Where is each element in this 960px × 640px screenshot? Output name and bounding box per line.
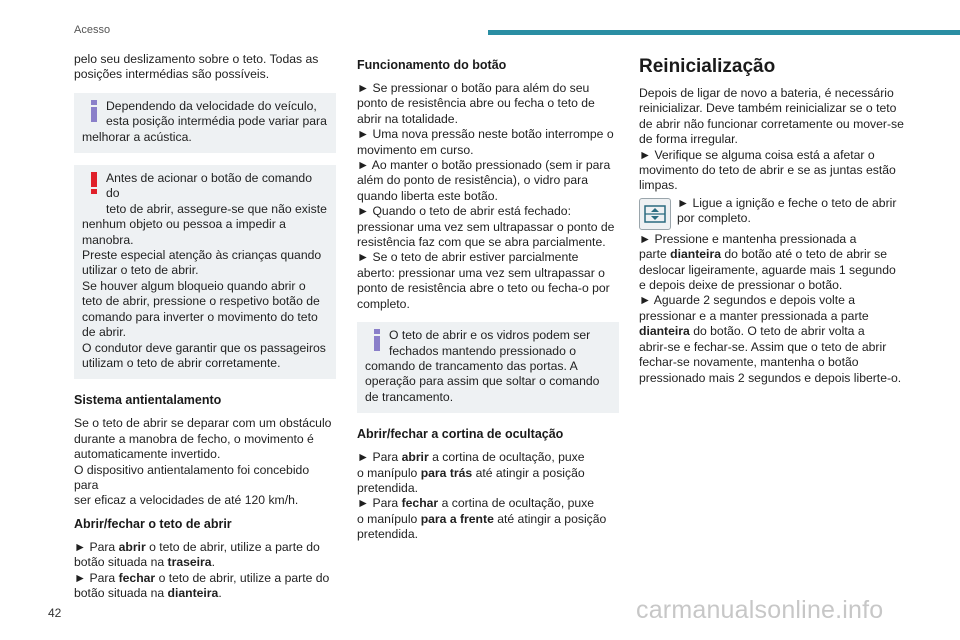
reset-heading: Reinicialização	[639, 56, 776, 77]
button-operation-heading: Funcionamento do botão	[357, 58, 507, 72]
info-icon	[372, 329, 382, 351]
watermark: carmanualsonline.info	[636, 596, 884, 624]
warning-icon	[89, 172, 99, 194]
reset-step-2: ► Pressione e mantenha pressionada a parte dianteira do botão até o teto de abrir se deslocar ligeiramente, aguarde mais 1 segundo e depois deixe de pressionar o botão.	[639, 231, 896, 293]
column-1	[74, 52, 336, 607]
warning-note: Antes de acionar o botão de comando do teto de abrir, assegure-se que não existe nenhum objeto ou pessoa a impedir a manobra. Preste especial atenção às crianças quando utilizar o teto de abrir. Se houver algum bloqueio quando abrir o teto de abrir, pressione o respetivo botão de comando para inverter o movimento do teto de abrir. O condutor deve garantir que os passageiros utilizam o teto de abrir corretamente.	[74, 165, 336, 379]
sunroof-button-icon	[639, 198, 671, 230]
info-note: O teto de abrir e os vidros podem ser fechados mantendo pressionado o comando de trancamento das portas. A operação para assim que soltar o comando de trancamento.	[357, 322, 619, 413]
anti-pinch-heading: Sistema antientalamento	[74, 393, 222, 408]
open-close-paragraph: ► Para abrir o teto de abrir, utilize a parte do botão situada na traseira. ► Para fechar o teto de abrir, utilize a parte do botão situada na dianteira.	[74, 539, 330, 600]
column-2	[357, 52, 619, 549]
column-3	[639, 52, 907, 392]
anti-pinch-paragraph: Se o teto de abrir se deparar com um obstáculo durante a manobra de fecho, o movimento é automaticamente invertido. O dispositivo antientalamento foi concebido para ser eficaz a velocidades de até 120 km/h.	[74, 416, 332, 508]
intro-paragraph: pelo seu deslizamento sobre o teto. Todas as posições intermédias são possíveis.	[74, 52, 319, 82]
page-number: 42	[48, 606, 62, 620]
open-close-heading: Abrir/fechar o teto de abrir	[74, 516, 232, 531]
header-accent-bar	[488, 30, 960, 35]
reset-step-3: ► Aguarde 2 segundos e depois volte a pressionar e a manter pressionada a parte dianteira do botão. O teto de abrir volta a abrir-se e fechar-se. Assim que o teto de abrir fechar-se novamente, mantenha o botão pressionado mais 2 segundos e depois liberte-o.	[639, 293, 902, 385]
blind-paragraph: ► Para abrir a cortina de ocultação, puxe o manípulo para trás até atingir a posição pretendida. ► Para fechar a cortina de ocultação, puxe o manípulo para a frente até atingir a posição pretendida.	[357, 450, 607, 542]
info-icon	[89, 100, 99, 122]
info-note: Dependendo da velocidade do veículo, esta posição intermédia pode variar para melhorar a acústica.	[74, 93, 336, 153]
button-operation-paragraph: ► Se pressionar o botão para além do seu ponto de resistência abre ou fecha o teto de abrir na totalidade. ► Uma nova pressão neste botão interrompe o movimento em curso. ► Ao manter o botão pressionado (sem ir para além do ponto de resistência), o vidro para quando liberta este botão. ► Quando o teto de abrir está fechado: pressionar uma vez sem ultrapassar o ponto de resistência faz com que se abra parcialmente. ► Se o teto de abrir estiver parcialmente aberto: pressionar uma vez sem ultrapassar o ponto de resistência abre o teto ou fecha-o por completo.	[357, 81, 615, 311]
blind-heading: Abrir/fechar a cortina de ocultação	[357, 427, 564, 442]
section-title: Acesso	[74, 24, 111, 36]
reset-intro: Depois de ligar de novo a bateria, é necessário reinicializar. Deve também reinicializar se o teto de abrir não funcionar corretamente ou mover-se de forma irregular. ► Verifique se alguma coisa está a afetar o movimento do teto de abrir e se as juntas estão limpas.	[639, 86, 904, 193]
reset-step-1: ► Ligue a ignição e feche o teto de abrir por completo.	[639, 196, 907, 232]
